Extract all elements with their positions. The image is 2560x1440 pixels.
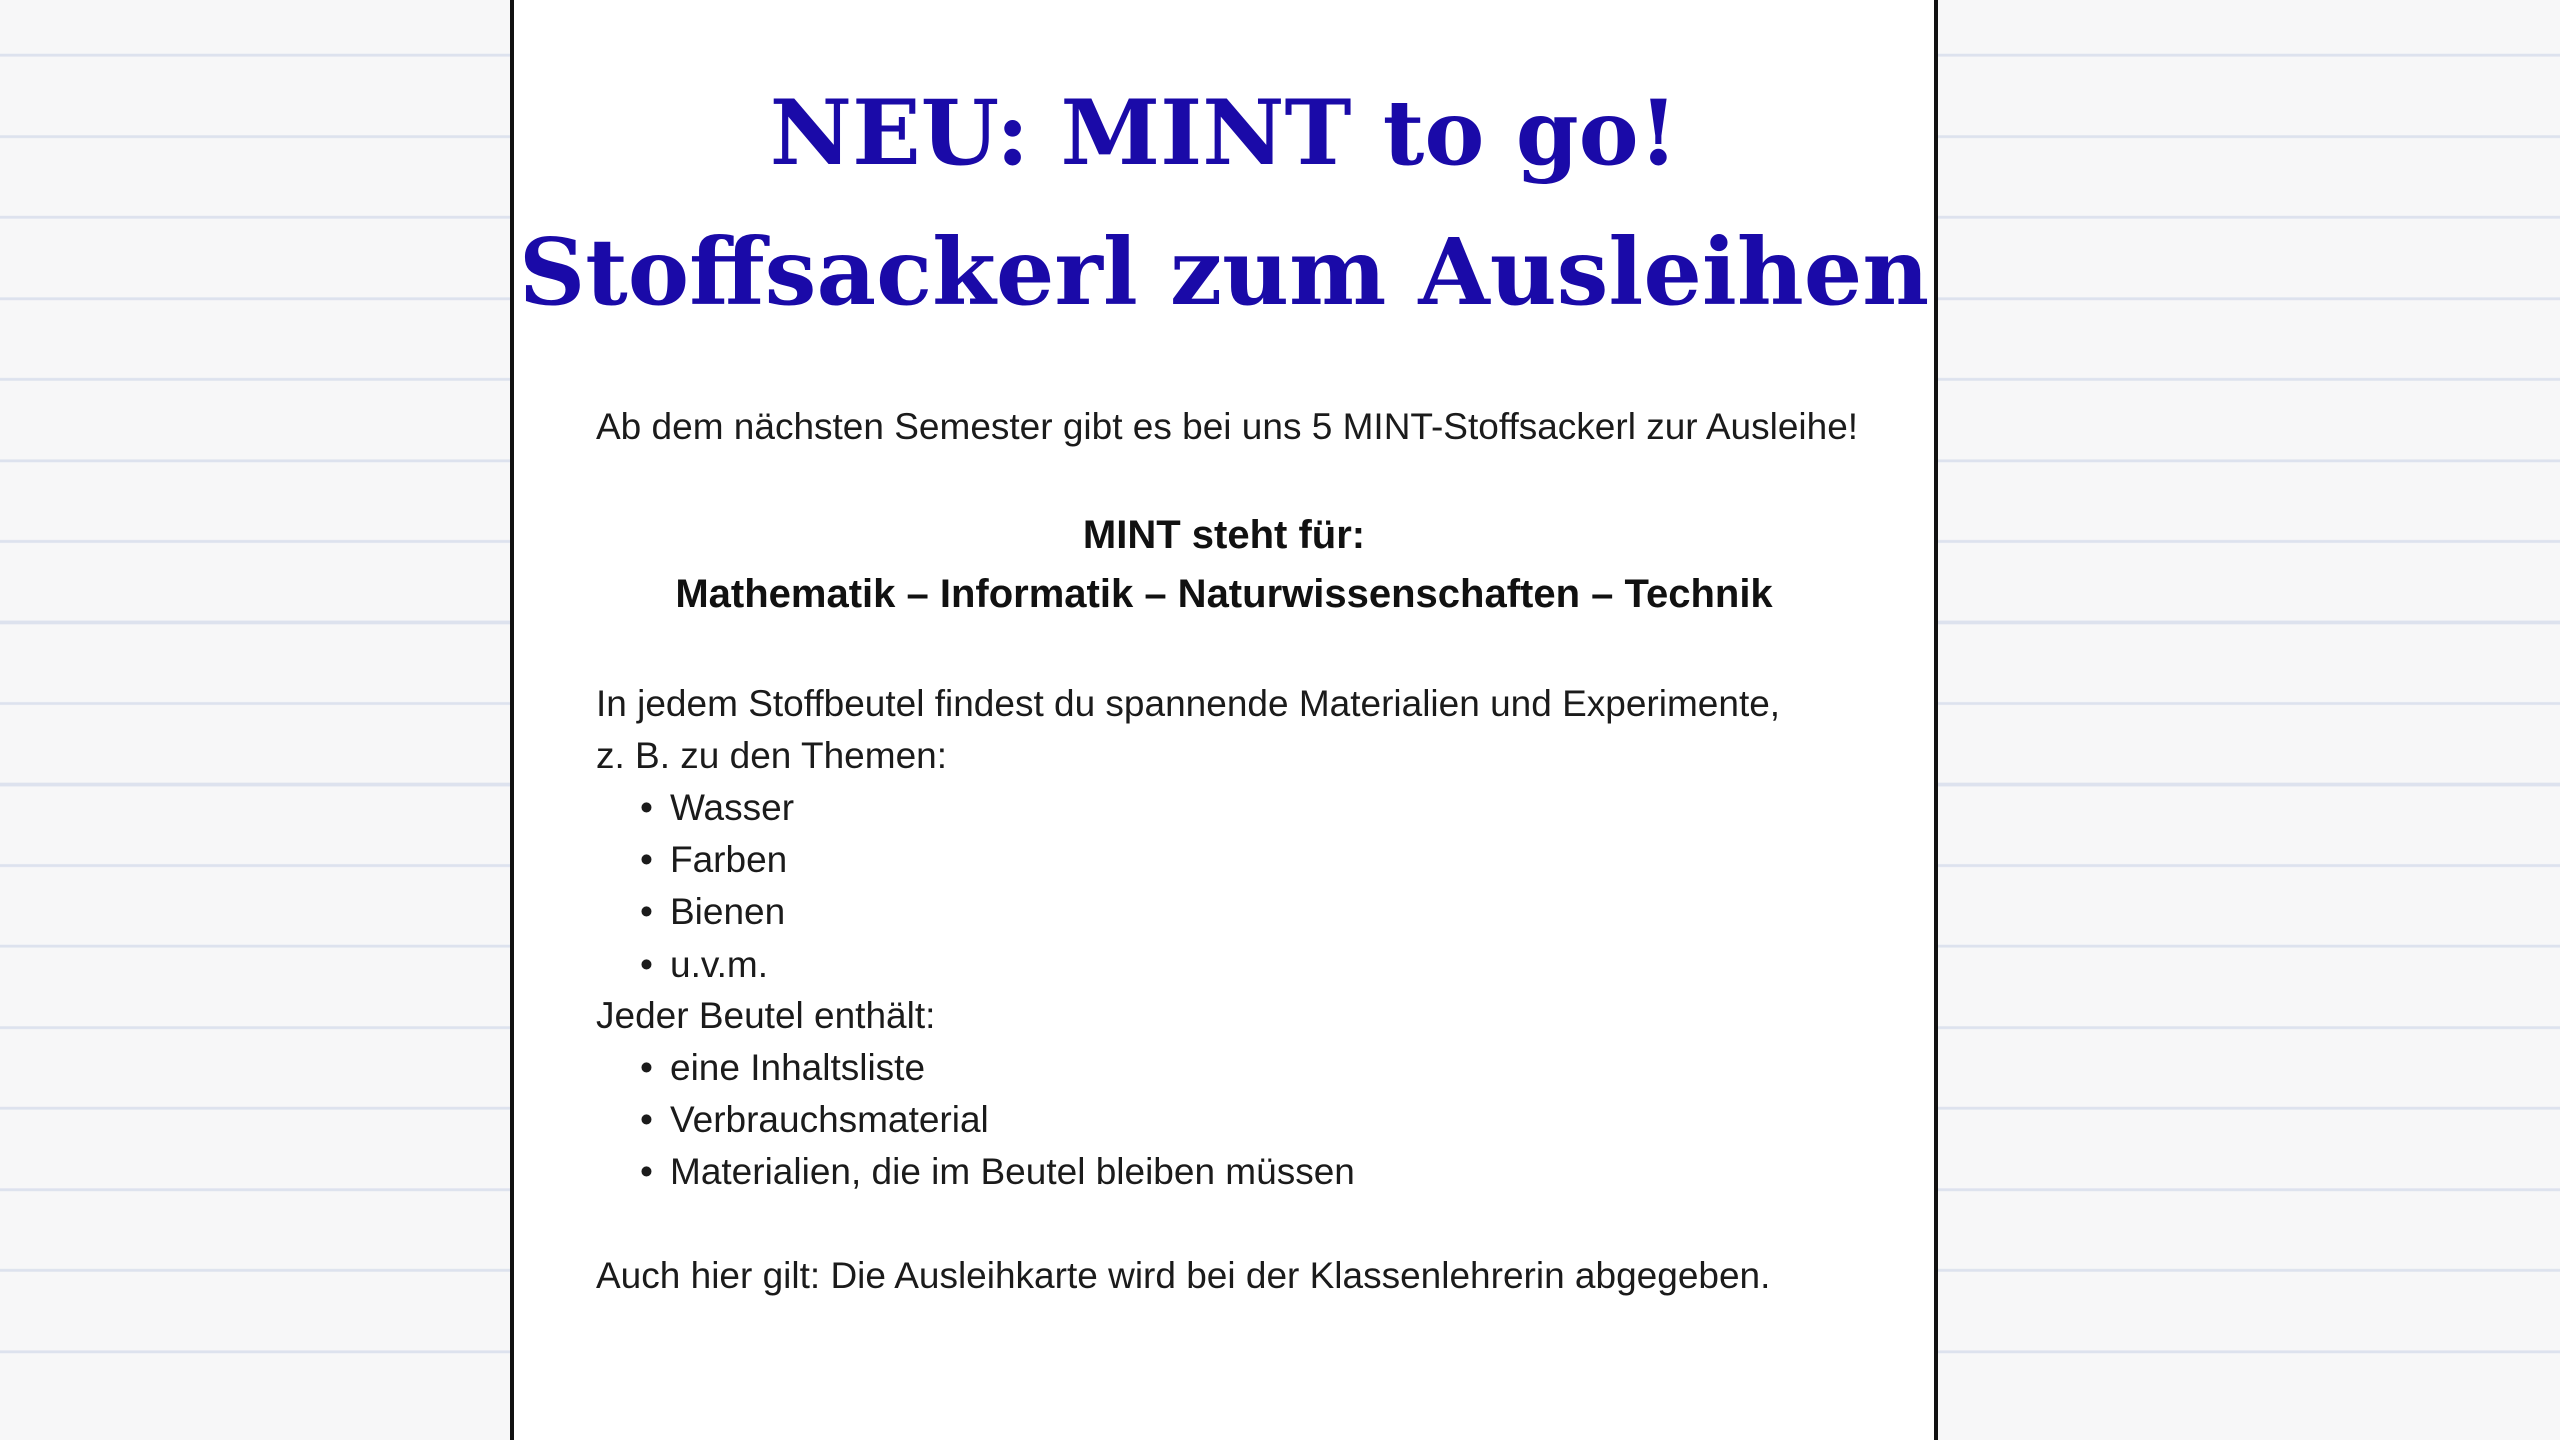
- list-item-label: Wasser: [670, 787, 795, 828]
- bullet-icon: •: [640, 1151, 653, 1193]
- closing-text: Auch hier gilt: Die Ausleihkarte wird bei der Klassenlehrerin abgegeben.: [596, 1255, 1771, 1296]
- intro-text: Ab dem nächsten Semester gibt es bei uns 5 MINT-Stoffsackerl zur Ausleihe!: [596, 406, 1859, 447]
- list-item-label: Farben: [670, 839, 788, 881]
- contents-list: [634, 1042, 1355, 1199]
- bullet-icon: •: [640, 839, 653, 881]
- list-item: [634, 1146, 1355, 1198]
- description-line-1: In jedem Stoffbeutel findest du spannende Materialien und Experimente,: [596, 683, 1781, 724]
- title-line-1: NEU: MINT to go!: [769, 80, 1679, 186]
- themes-list: [634, 782, 794, 991]
- mint-heading: MINT steht für:: [1082, 513, 1366, 557]
- description-line-2: z. B. zu den Themen:: [596, 735, 948, 776]
- list-item-label: Materialien, die im Beutel bleiben müssen: [670, 1151, 1355, 1193]
- list-item-label: Bienen: [670, 891, 786, 933]
- list-item: [634, 834, 794, 886]
- bullet-icon: •: [640, 787, 653, 828]
- bullet-icon: •: [640, 943, 653, 985]
- list-item: [634, 782, 794, 834]
- list-item: [634, 939, 794, 991]
- list-item-label: Verbrauchsmaterial: [670, 1099, 989, 1141]
- document-page: [510, 0, 1938, 1440]
- list-item: [634, 1094, 1355, 1146]
- bullet-icon: •: [640, 1047, 653, 1088]
- contents-heading: Jeder Beutel enthält:: [596, 995, 936, 1036]
- list-item: [634, 1042, 1355, 1094]
- list-item: [634, 886, 794, 938]
- list-item-label: u.v.m.: [670, 943, 768, 985]
- title-line-2: Stoffsackerl zum Ausleihen: [518, 218, 1930, 326]
- bullet-icon: •: [640, 891, 653, 933]
- bullet-icon: •: [640, 1099, 653, 1141]
- list-item-label: eine Inhaltsliste: [670, 1047, 926, 1088]
- mint-expansion: Mathematik – Informatik – Naturwissenschaften – Technik: [675, 572, 1773, 616]
